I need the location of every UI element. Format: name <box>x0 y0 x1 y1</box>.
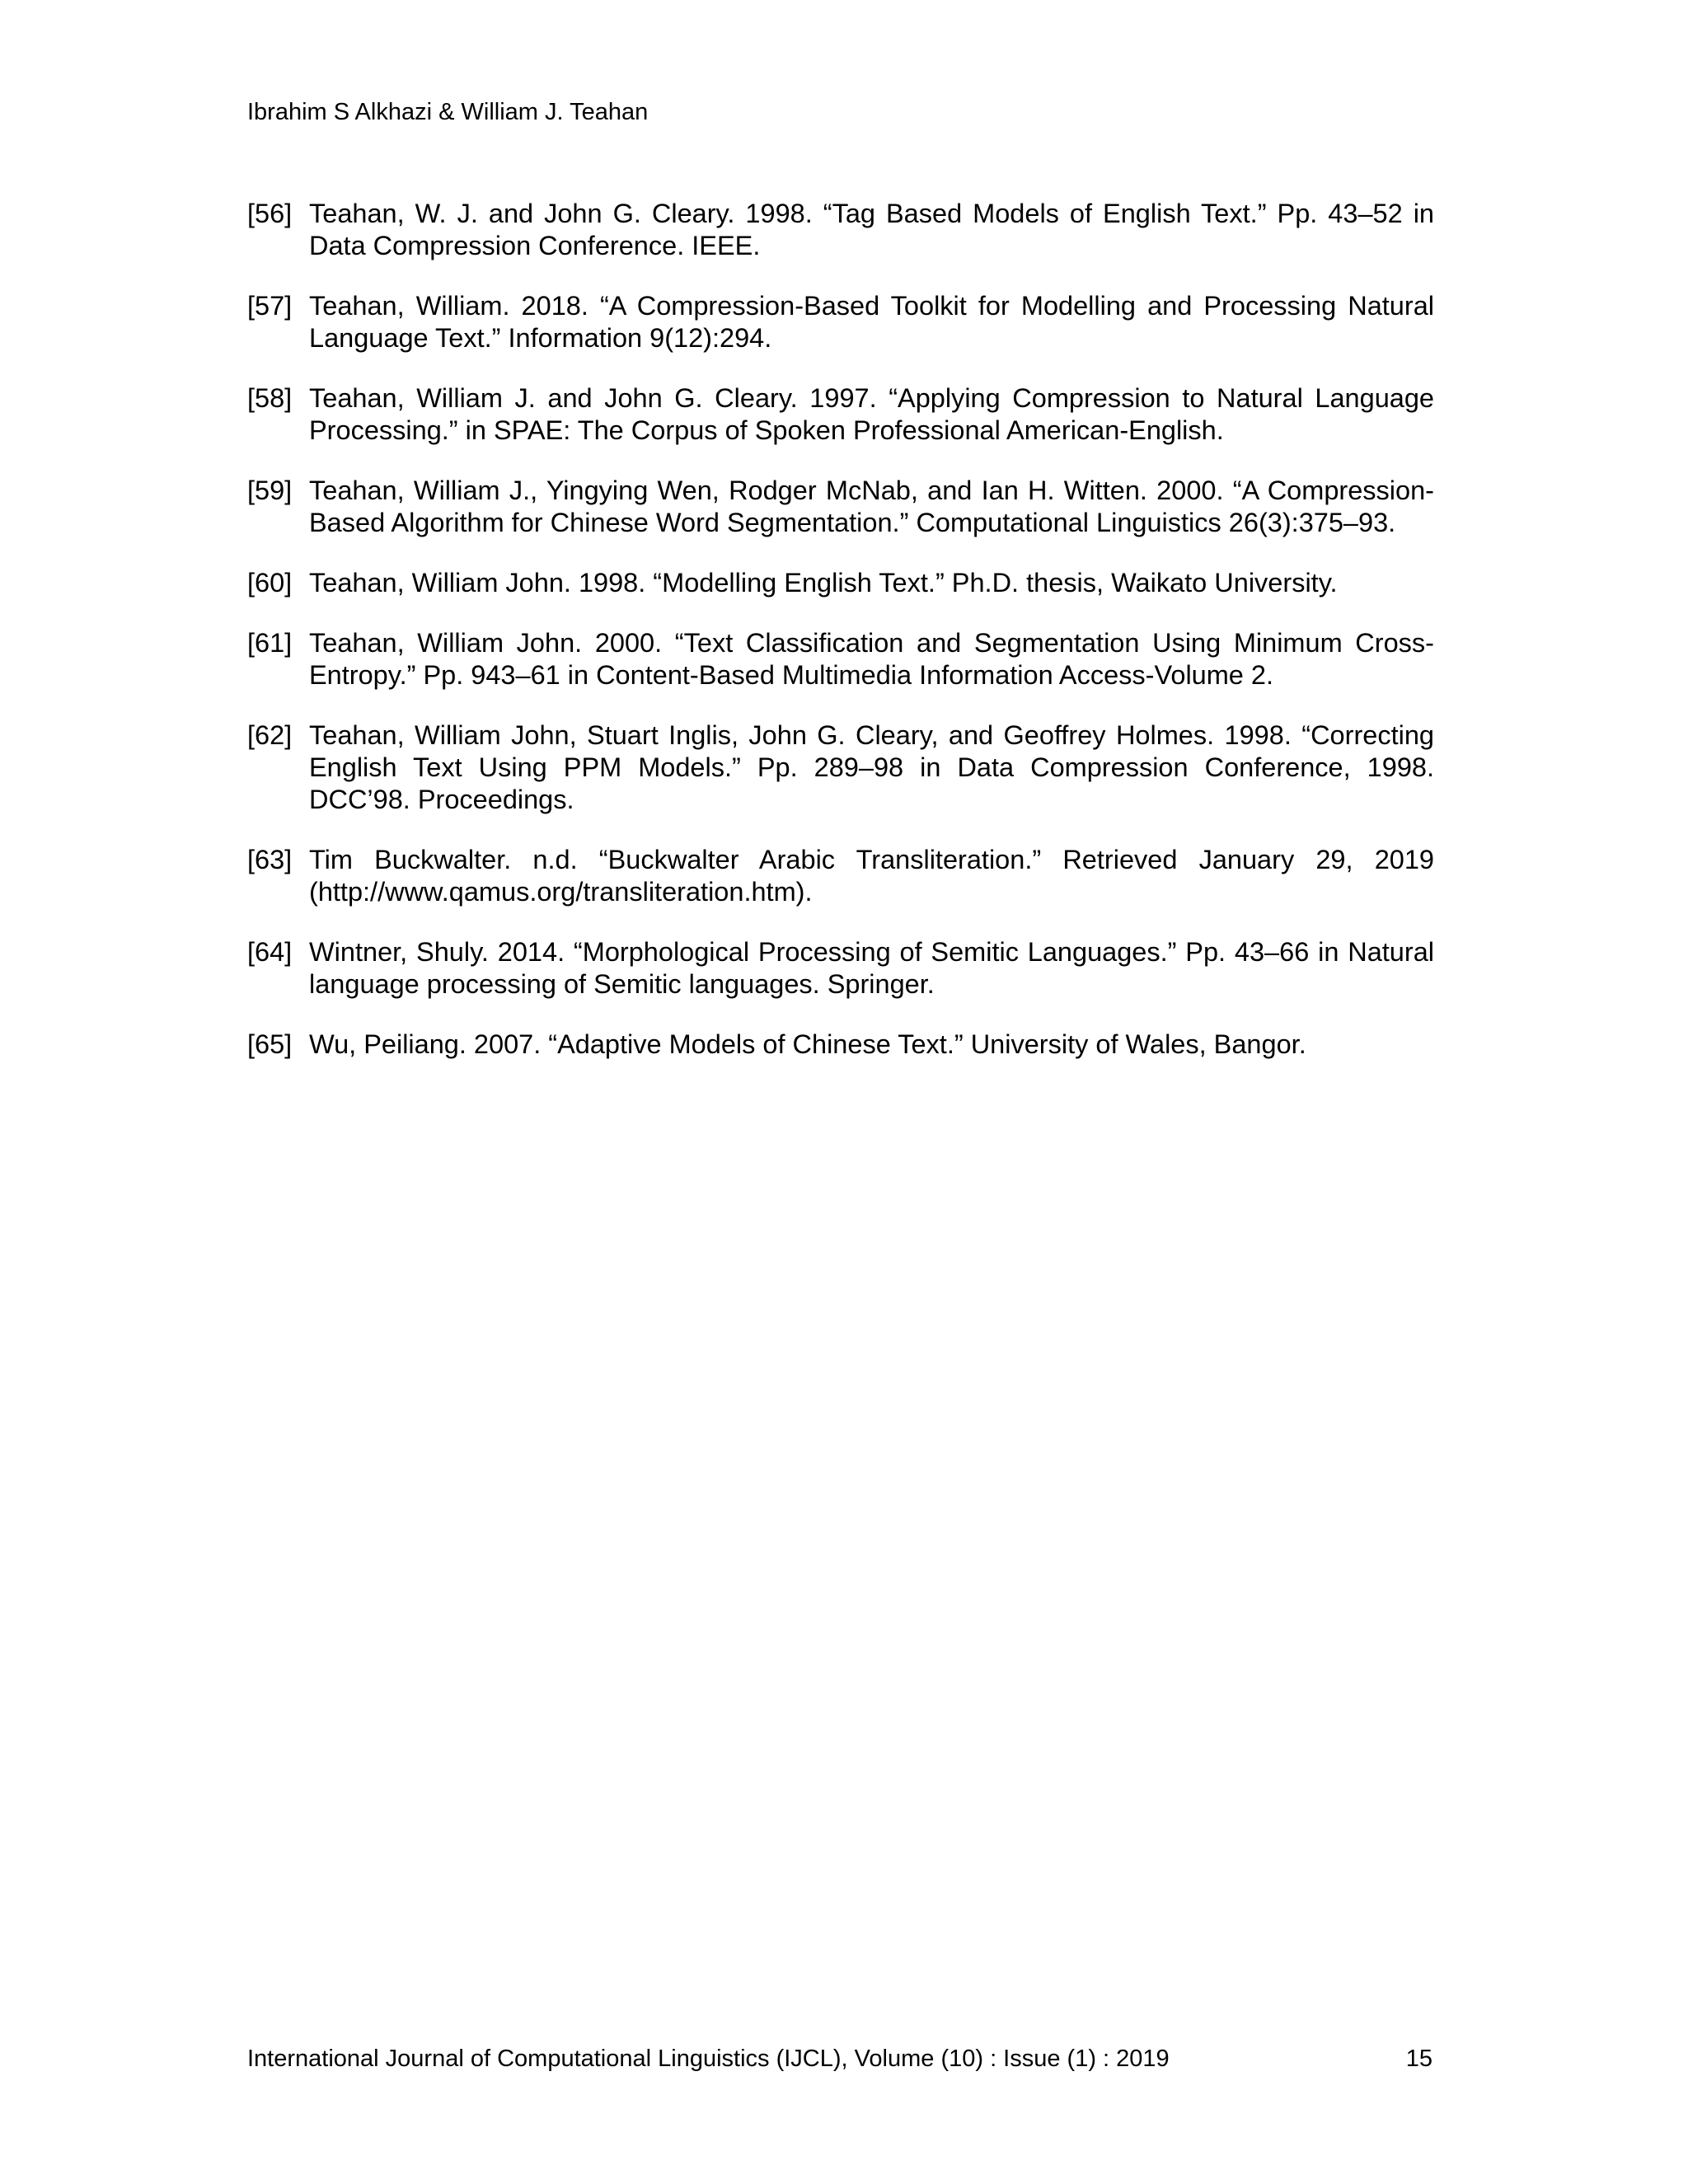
reference-item <box>247 382 1434 447</box>
reference-item <box>247 290 1434 354</box>
footer-journal-citation: International Journal of Computational Linguistics (IJCL), Volume (10) : Issue (1) : 2019 <box>247 2046 1170 2072</box>
reference-number: [59] <box>247 476 293 505</box>
reference-item <box>247 567 1434 599</box>
reference-text: Wintner, Shuly. 2014. “Morphological Processing of Semitic Languages.” Pp. 43–66 in Natural language processing of Semitic languages. Springer. <box>309 937 1434 999</box>
page-number: 15 <box>1405 2046 1432 2072</box>
reference-text: Teahan, William J., Yingying Wen, Rodger McNab, and Ian H. Witten. 2000. “A Compression-Based Algorithm for Chinese Word Segmentation.” Computational Linguistics 26(3):375–93. <box>309 476 1434 537</box>
reference-item <box>247 475 1434 539</box>
reference-item <box>247 198 1434 262</box>
reference-number: [63] <box>247 845 293 874</box>
reference-text: Tim Buckwalter. n.d. “Buckwalter Arabic Transliteration.” Retrieved January 29, 2019 (http://www.qamus.org/transliteration.htm). <box>309 845 1434 907</box>
reference-item <box>247 844 1434 908</box>
reference-text: Wu, Peiliang. 2007. “Adaptive Models of Chinese Text.” University of Wales, Bangor. <box>309 1029 1306 1059</box>
reference-number: [64] <box>247 937 293 967</box>
reference-number: [56] <box>247 199 293 228</box>
reference-text: Teahan, William J. and John G. Cleary. 1997. “Applying Compression to Natural Language Processing.” in SPAE: The Corpus of Spoken Professional American-English. <box>309 383 1434 445</box>
running-header-authors: Ibrahim S Alkhazi & William J. Teahan <box>247 99 649 125</box>
reference-number: [57] <box>247 291 293 321</box>
reference-text: Teahan, William John. 1998. “Modelling English Text.” Ph.D. thesis, Waikato University. <box>309 568 1338 598</box>
reference-number: [58] <box>247 383 293 413</box>
reference-item <box>247 1029 1434 1061</box>
reference-text: Teahan, William John. 2000. “Text Classification and Segmentation Using Minimum Cross-Entropy.” Pp. 943–61 in Content-Based Multimedia Information Access-Volume 2. <box>309 628 1434 690</box>
reference-item <box>247 936 1434 1001</box>
reference-list <box>247 198 1434 1089</box>
reference-number: [60] <box>247 568 293 598</box>
reference-number: [62] <box>247 720 293 750</box>
reference-text: Teahan, William John, Stuart Inglis, John G. Cleary, and Geoffrey Holmes. 1998. “Correcting English Text Using PPM Models.” Pp. 289–98 in Data Compression Conference, 1998. DCC’98. Proceedings. <box>309 720 1434 814</box>
reference-number: [61] <box>247 628 293 658</box>
reference-item <box>247 719 1434 816</box>
reference-text: Teahan, William. 2018. “A Compression-Based Toolkit for Modelling and Processing Natural Language Text.” Information 9(12):294. <box>309 291 1434 353</box>
reference-text: Teahan, W. J. and John G. Cleary. 1998. “Tag Based Models of English Text.” Pp. 43–52 in Data Compression Conference. IEEE. <box>309 199 1434 260</box>
reference-number: [65] <box>247 1029 293 1059</box>
reference-item <box>247 627 1434 691</box>
